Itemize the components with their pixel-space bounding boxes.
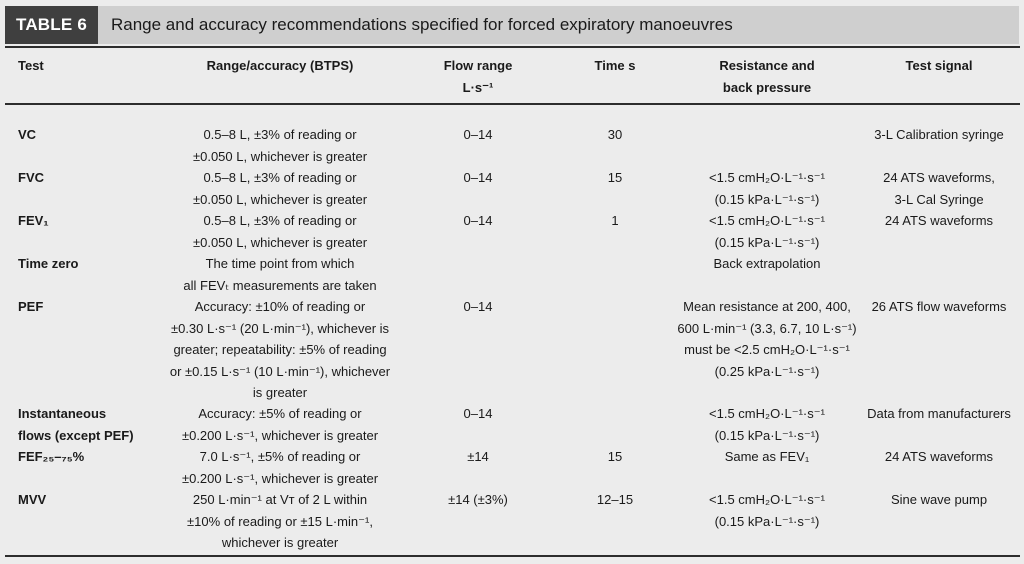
cell-resist-line: must be <2.5 cmH₂O·L⁻¹·s⁻¹ (684, 342, 850, 357)
cell-time (560, 489, 670, 511)
cell-resist-line: Back extrapolation (713, 256, 821, 271)
cell-range (140, 489, 420, 554)
cell-resist-line: 600 L·min⁻¹ (3.3, 6.7, 10 L·s⁻¹) (677, 320, 857, 336)
cell-range (140, 446, 420, 489)
cell-resist (662, 253, 872, 275)
table-title: Range and accuracy recommendations specified for forced expiratory manoeuvres (98, 6, 1019, 44)
cell-flow-line: 0–14 (463, 213, 493, 228)
cell-flow-line: 0–14 (463, 406, 493, 421)
cell-range-line: greater; repeatability: ±5% of reading (173, 342, 387, 357)
cell-resist-line: Same as FEV₁ (724, 449, 810, 464)
cell-range-line: ±0.050 L, whichever is greater (192, 234, 368, 250)
cell-flow-line: ±14 (±3%) (448, 492, 508, 507)
cell-resist-line: (0.25 kPa·L⁻¹·s⁻¹) (714, 363, 820, 379)
cell-range-line: The time point from which (205, 256, 355, 271)
cell-range-line: ±0.200 L·s⁻¹, whichever is greater (181, 427, 379, 443)
cell-range (140, 253, 420, 296)
cell-resist (662, 403, 872, 446)
cell-range-line: ±0.200 L·s⁻¹, whichever is greater (181, 470, 379, 486)
cell-time (560, 124, 670, 146)
cell-resist-line: <1.5 cmH₂O·L⁻¹·s⁻¹ (709, 213, 825, 228)
header-range: Range/accuracy (BTPS) (206, 58, 354, 73)
cell-time-line: 12–15 (596, 492, 634, 507)
cell-flow-line: 0–14 (463, 127, 493, 142)
cell-signal (858, 446, 1020, 468)
cell-time-line: 15 (607, 449, 623, 464)
top-rule (5, 46, 1020, 48)
cell-test (18, 210, 158, 232)
cell-flow-line: 0–14 (463, 299, 493, 314)
cell-range-line: 250 L·min⁻¹ at Vᴛ of 2 L within (192, 492, 368, 507)
cell-range-line: ±0.050 L, whichever is greater (192, 148, 368, 164)
cell-test-line: flows (except PEF) (18, 427, 134, 443)
cell-flow (418, 210, 538, 232)
cell-resist-line: Mean resistance at 200, 400, (683, 299, 851, 314)
cell-test-line: PEF (18, 299, 44, 314)
cell-time (560, 446, 670, 468)
cell-test (18, 446, 158, 468)
cell-resist-line: <1.5 cmH₂O·L⁻¹·s⁻¹ (709, 406, 825, 421)
cell-resist (662, 210, 872, 253)
cell-signal-line: Sine wave pump (890, 492, 988, 507)
cell-range-line: 0.5–8 L, ±3% of reading or (203, 213, 357, 228)
cell-test (18, 253, 158, 275)
cell-resist-line: (0.15 kPa·L⁻¹·s⁻¹) (714, 234, 820, 250)
cell-range-line: whichever is greater (221, 535, 339, 550)
cell-range-line: Accuracy: ±5% of reading or (198, 406, 362, 421)
table-caption (5, 6, 1019, 44)
cell-signal (858, 296, 1020, 318)
header-flow-line1: Flow range (443, 58, 513, 73)
cell-resist-line: (0.15 kPa·L⁻¹·s⁻¹) (714, 427, 820, 443)
cell-signal (858, 167, 1020, 210)
cell-time-line: 30 (607, 127, 623, 142)
cell-resist-line: <1.5 cmH₂O·L⁻¹·s⁻¹ (709, 170, 825, 185)
cell-flow (418, 296, 538, 318)
cell-range (140, 167, 420, 210)
cell-resist-line: (0.15 kPa·L⁻¹·s⁻¹) (714, 191, 820, 207)
cell-signal (858, 124, 1020, 146)
cell-flow-line: 0–14 (463, 170, 493, 185)
cell-test-line: Instantaneous (18, 406, 107, 421)
cell-resist (662, 167, 872, 210)
bottom-rule (5, 555, 1020, 557)
cell-range-line: or ±0.15 L·s⁻¹ (10 L·min⁻¹), whichever (169, 363, 391, 379)
cell-range-line: all FEVₜ measurements are taken (183, 277, 377, 293)
header-test: Test (18, 58, 44, 73)
cell-signal (858, 210, 1020, 232)
cell-test (18, 403, 158, 446)
cell-resist (662, 446, 872, 468)
cell-flow (418, 124, 538, 146)
header-time: Time s (594, 58, 636, 73)
cell-range-line: Accuracy: ±10% of reading or (194, 299, 366, 314)
cell-flow (418, 167, 538, 189)
table-number-badge: TABLE 6 (5, 6, 98, 44)
cell-resist (662, 489, 872, 532)
cell-resist-line: (0.15 kPa·L⁻¹·s⁻¹) (714, 513, 820, 529)
cell-range-line: 7.0 L·s⁻¹, ±5% of reading or (199, 449, 361, 464)
cell-signal (858, 489, 1020, 511)
header-resistance-line1: Resistance and (719, 58, 815, 73)
cell-test (18, 296, 158, 318)
header-flow-line2: L·s⁻¹ (462, 80, 494, 95)
cell-flow (418, 489, 538, 511)
cell-test-line: Time zero (18, 256, 79, 271)
cell-time (560, 210, 670, 232)
cell-test (18, 489, 158, 511)
cell-test-line: VC (18, 127, 37, 142)
header-flow (418, 55, 538, 99)
cell-range (140, 403, 420, 446)
cell-flow-line: ±14 (467, 449, 489, 464)
cell-signal-line: 3-L Calibration syringe (874, 127, 1004, 142)
cell-signal (858, 403, 1020, 425)
cell-range (140, 210, 420, 253)
cell-test-line: MVV (18, 492, 47, 507)
cell-test (18, 124, 158, 146)
cell-range-line: 0.5–8 L, ±3% of reading or (203, 127, 357, 142)
cell-signal-line: 24 ATS waveforms, (883, 170, 995, 185)
cell-resist (662, 296, 872, 382)
cell-flow (418, 403, 538, 425)
cell-test (18, 167, 158, 189)
header-test-signal: Test signal (905, 58, 973, 73)
cell-flow (418, 446, 538, 468)
cell-range (140, 296, 420, 404)
header-rule (5, 103, 1020, 105)
cell-resist-line: <1.5 cmH₂O·L⁻¹·s⁻¹ (709, 492, 825, 507)
cell-time-line: 15 (607, 170, 623, 185)
cell-signal-line: Data from manufacturers (867, 406, 1011, 421)
cell-signal-line: 24 ATS waveforms (884, 213, 994, 228)
cell-range-line: ±0.050 L, whichever is greater (192, 191, 368, 207)
cell-range-line: ±0.30 L·s⁻¹ (20 L·min⁻¹), whichever is (170, 320, 390, 336)
cell-range-line: 0.5–8 L, ±3% of reading or (203, 170, 357, 185)
header-resistance-line2: back pressure (722, 80, 812, 95)
cell-time (560, 167, 670, 189)
cell-test-line: FVC (18, 170, 44, 185)
cell-test-line: FEF₂₅–₇₅% (18, 449, 85, 464)
cell-time-line: 1 (611, 213, 619, 228)
cell-signal-line: 26 ATS flow waveforms (871, 299, 1007, 314)
cell-signal-line: 3-L Cal Syringe (894, 191, 984, 207)
cell-signal-line: 24 ATS waveforms (884, 449, 994, 464)
header-resistance (662, 55, 872, 99)
cell-range-line: ±10% of reading or ±15 L·min⁻¹, (187, 513, 373, 529)
cell-range (140, 124, 420, 167)
cell-range-line: is greater (252, 385, 308, 400)
cell-test-line: FEV₁ (18, 213, 49, 228)
